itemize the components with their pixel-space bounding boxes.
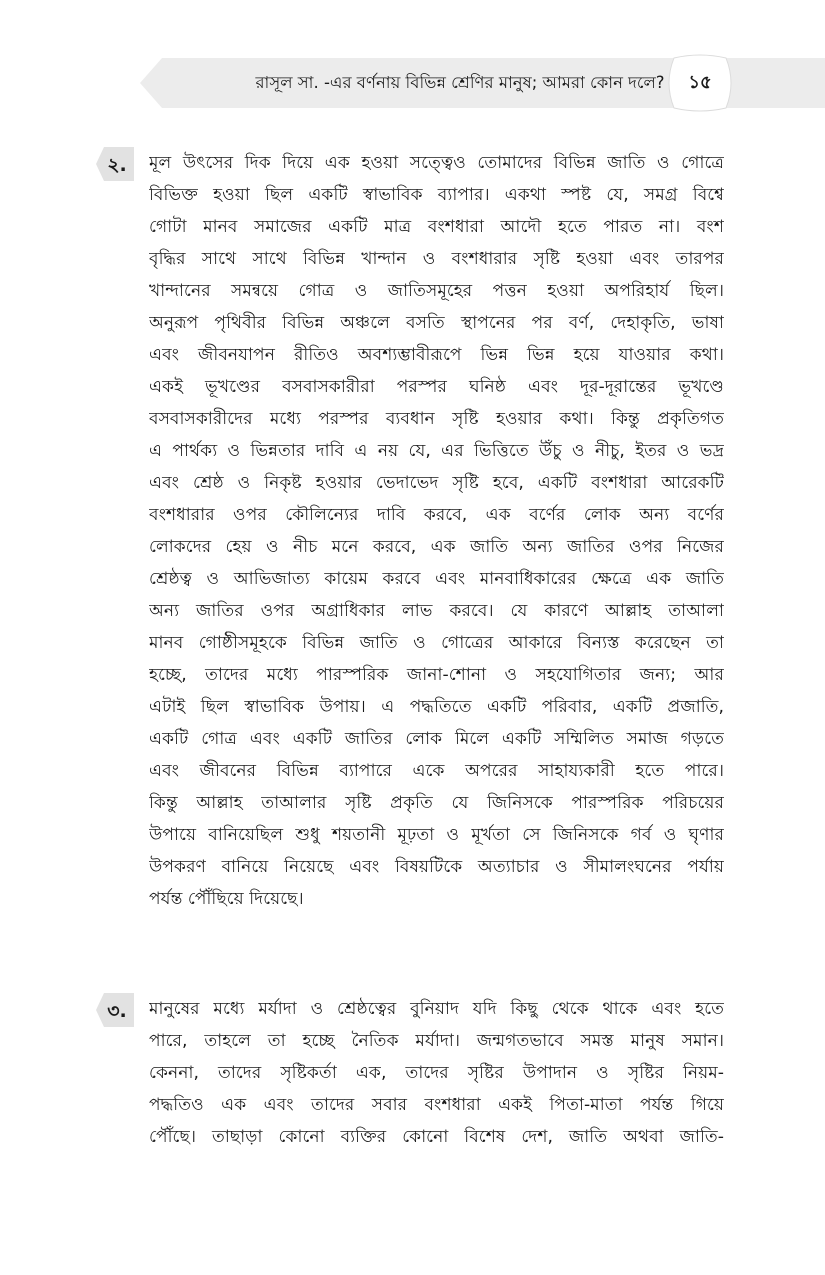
text-line: শ্রেষ্ঠত্ব ও আভিজাত্য কায়েম করবে এবং মানবাধিকারের ক্ষেত্রে এক জাতি: [149, 569, 724, 589]
item-number: ৩.: [107, 1000, 127, 1022]
text-line: এ পার্থক্য ও ভিন্নতার দাবি এ নয় যে, এর ভিত্তিতে উঁচু ও নীচু, ইতর ও ভদ্র: [149, 441, 724, 461]
text-line: মূল উৎসের দিক দিয়ে এক হওয়া সত্ত্বেও তোমাদের বিভিন্ন জাতি ও গোত্রে: [149, 153, 724, 173]
text-line: উপকরণ বানিয়ে নিয়েছে এবং বিষয়টিকে অত্যাচার ও সীমালংঘনের পর্যায়: [149, 857, 724, 877]
item-number: ২.: [107, 154, 127, 176]
text-line: অন্য জাতির ওপর অগ্রাধিকার লাভ করবে। যে কারণে আল্লাহ তাআলা: [149, 601, 724, 621]
text-line: একটি গোত্র এবং একটি জাতির লোক মিলে একটি সম্মিলিত সমাজ গড়তে: [149, 729, 724, 749]
text-line: এটাই ছিল স্বাভাবিক উপায়। এ পদ্ধতিতে একটি পরিবার, একটি প্রজাতি,: [149, 697, 724, 717]
item-paragraph: [149, 993, 724, 1153]
item-paragraph: [149, 147, 724, 915]
item-marker: [96, 147, 134, 181]
text-line: পদ্ধতিও এক এবং তাদের সবার বংশধারা একই পিতা-মাতা পর্যন্ত গিয়ে: [149, 1095, 724, 1115]
text-line: খান্দানের সমন্বয়ে গোত্র ও জাতিসমূহের পত্তন হওয়া অপরিহার্য ছিল।: [149, 281, 724, 301]
text-line: লোকদের হেয় ও নীচ মনে করবে, এক জাতি অন্য জাতির ওপর নিজের: [149, 537, 724, 557]
text-line: বসবাসকারীদের মধ্যে পরস্পর ব্যবধান সৃষ্টি হওয়ার কথা। কিন্তু প্রকৃতিগত: [149, 409, 724, 429]
page-number: ১৫: [688, 72, 712, 93]
text-line: বৃদ্ধির সাথে সাথে বিভিন্ন খান্দান ও বংশধারার সৃষ্টি হওয়া এবং তারপর: [149, 249, 724, 269]
text-line: বিভিক্ত হওয়া ছিল একটি স্বাভাবিক ব্যাপার। একথা স্পষ্ট যে, সমগ্র বিশ্বে: [149, 185, 724, 205]
text-line: হচ্ছে, তাদের মধ্যে পারস্পরিক জানা-শোনা ও সহযোগিতার জন্য; আর: [149, 665, 724, 685]
text-line: একই ভূখণ্ডের বসবাসকারীরা পরস্পর ঘনিষ্ঠ এবং দূর-দূরান্তের ভূখণ্ডে: [149, 377, 724, 397]
text-line: পর্যন্ত পৌঁছিয়ে দিয়েছে।: [149, 889, 304, 909]
header-title: রাসূল সা. -এর বর্ণনায় বিভিন্ন শ্রেণির মানুষ; আমরা কোন দলে?: [255, 73, 665, 92]
text-line: এবং জীবনের বিভিন্ন ব্যাপারে একে অপরের সাহায্যকারী হতে পারে।: [149, 761, 724, 781]
text-line: মানব গোষ্ঠীসমূহকে বিভিন্ন জাতি ও গোত্রের আকারে বিন্যস্ত করেছেন তা: [149, 633, 724, 653]
text-line: কেননা, তাদের সৃষ্টিকর্তা এক, তাদের সৃষ্টির উপাদান ও সৃষ্টির নিয়ম-: [149, 1063, 724, 1083]
text-line: কিন্তু আল্লাহ তাআলার সৃষ্টি প্রকৃতি যে জিনিসকে পারস্পরিক পরিচয়ের: [149, 793, 724, 813]
text-line: গোটা মানব সমাজের একটি মাত্র বংশধারা আদৌ হতে পারত না। বংশ: [149, 217, 724, 237]
item-marker: [96, 993, 134, 1027]
text-line: উপায়ে বানিয়েছিল শুধু শয়তানী মূঢ়তা ও মূর্খতা সে জিনিসকে গর্ব ও ঘৃণার: [149, 825, 724, 845]
text-line: পারে, তাহলে তা হচ্ছে নৈতিক মর্যাদা। জন্মগতভাবে সমস্ত মানুষ সমান।: [149, 1031, 724, 1051]
text-line: বংশধারার ওপর কৌলিন্যের দাবি করবে, এক বর্ণের লোক অন্য বর্ণের: [149, 505, 724, 525]
text-line: পৌঁছে। তাছাড়া কোনো ব্যক্তির কোনো বিশেষ দেশ, জাতি অথবা জাতি-: [149, 1127, 724, 1147]
text-line: মানুষের মধ্যে মর্যাদা ও শ্রেষ্ঠত্বের বুনিয়াদ যদি কিছু থেকে থাকে এবং হতে: [149, 999, 724, 1019]
text-line: এবং জীবনযাপন রীতিও অবশ্যম্ভাবীরূপে ভিন্ন ভিন্ন হয়ে যাওয়ার কথা।: [149, 345, 724, 365]
text-line: এবং শ্রেষ্ঠ ও নিকৃষ্ট হওয়ার ভেদাভেদ সৃষ্টি হবে, একটি বংশধারা আরেকটি: [149, 473, 724, 493]
running-header: [140, 54, 825, 112]
text-line: অনুরূপ পৃথিবীর বিভিন্ন অঞ্চলে বসতি স্থাপনের পর বর্ণ, দেহাকৃতি, ভাষা: [149, 313, 724, 333]
